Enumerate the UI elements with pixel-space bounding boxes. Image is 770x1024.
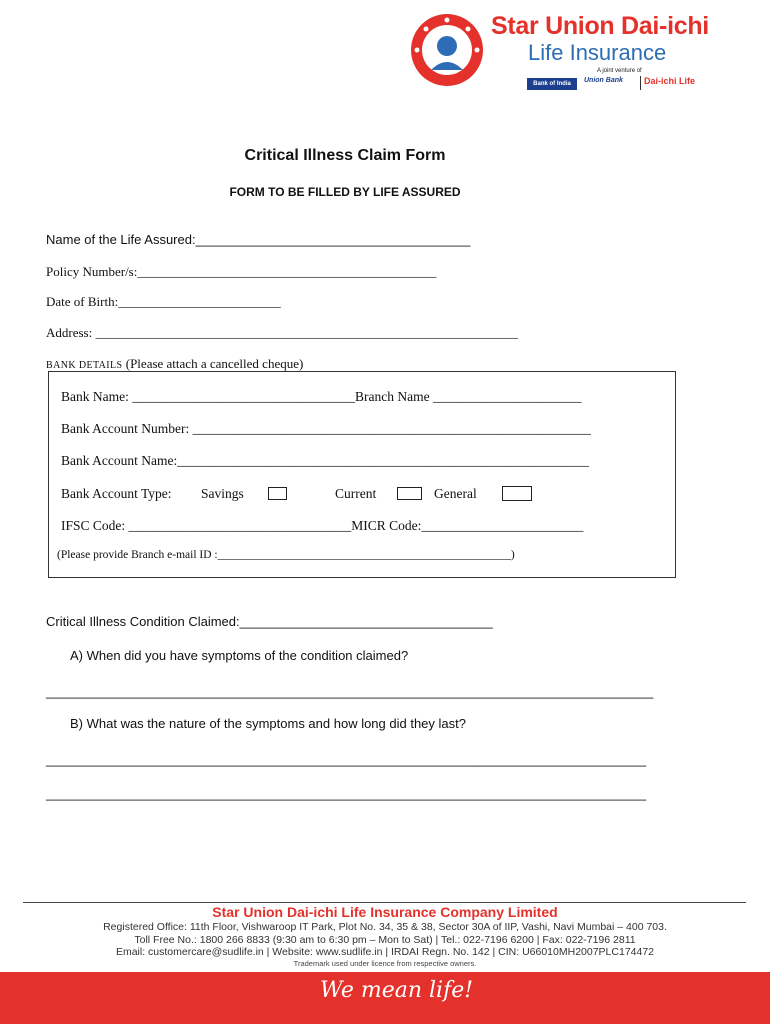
bank-details-caps: BANK DETAILS [46,360,123,371]
current-checkbox[interactable] [397,487,422,500]
answer-a-line[interactable]: ____________________________________________________________________________________ [46,684,654,699]
footer-divider [23,902,746,903]
savings-label: Savings [201,486,244,501]
footer-email-web: Email: customercare@sudlife.in | Website: www.sudlife.in | IRDAI Regn. No. 142 | CIN: U66010MH2007PLC174472 [115,946,655,958]
branch-email-field[interactable]: (Please provide Branch e-mail ID :___________________________________________________) [57,549,515,561]
bank-account-number-field[interactable]: Bank Account Number: ___________________________________________________________ [61,421,591,436]
partner-logo-dai-ichi: Dai-ichi Life [644,76,696,86]
question-a: A) When did you have symptoms of the condition claimed? [70,648,409,663]
joint-venture-label: A joint venture of [597,68,642,74]
address-field[interactable]: Address: _________________________________________________________________ [46,325,518,340]
bank-name-branch-field[interactable]: Bank Name: _________________________________Branch Name ______________________ [61,389,582,404]
partner-logo-bank-of-india: Bank of India [527,78,577,90]
bank-account-name-field[interactable]: Bank Account Name:_____________________________________________________________ [61,453,589,468]
answer-b-line-2[interactable]: ___________________________________________________________________________________ [46,786,647,801]
savings-checkbox[interactable] [268,487,287,500]
brand-name-line2: Life Insurance [528,40,667,65]
footer-tagline: We mean life! [320,978,474,1003]
partner-logo-union-bank: Union Bank [584,77,623,84]
general-checkbox[interactable] [502,486,532,501]
condition-claimed-field[interactable]: Critical Illness Condition Claimed:___________________________________ [46,614,493,629]
current-label: Current [335,486,377,501]
form-title: Critical Illness Claim Form [244,147,446,164]
general-label: General [434,486,477,501]
partner-divider [640,76,641,90]
account-type-label: Bank Account Type: [61,486,172,501]
bank-details-note: (Please attach a cancelled cheque) [125,356,304,371]
life-assured-name-field[interactable]: Name of the Life Assured:______________________________________ [46,232,471,247]
bank-details-heading [46,356,303,372]
sud-logo-emblem [411,14,483,86]
date-of-birth-field[interactable]: Date of Birth:_________________________ [46,294,281,309]
footer-trademark: Trademark used under licence from respective owners. [293,959,477,968]
answer-b-line-1[interactable]: ___________________________________________________________________________________ [46,752,647,767]
form-subtitle: FORM TO BE FILLED BY LIFE ASSURED [229,185,461,199]
question-b: B) What was the nature of the symptoms and how long did they last? [70,716,466,731]
footer-company-name: Star Union Dai-ichi Life Insurance Company Limited [212,904,558,920]
ifsc-micr-field[interactable]: IFSC Code: _________________________________MICR Code:________________________ [61,518,584,533]
brand-name-line1: Star Union Dai-ichi [491,12,709,40]
policy-number-field[interactable]: Policy Number/s:______________________________________________ [46,264,437,279]
footer-toll-free: Toll Free No.: 1800 266 8833 (9:30 am to 6:30 pm – Mon to Sat) | Tel.: 022-7196 6200 | Fax: 022-7196 2811 [134,934,636,946]
footer-registered-office: Registered Office: 11th Floor, Vishwaroop IT Park, Plot No. 34, 35 & 38, Sector 30A of IIP, Vashi, Navi Mumbai – 400 703. [103,921,667,933]
